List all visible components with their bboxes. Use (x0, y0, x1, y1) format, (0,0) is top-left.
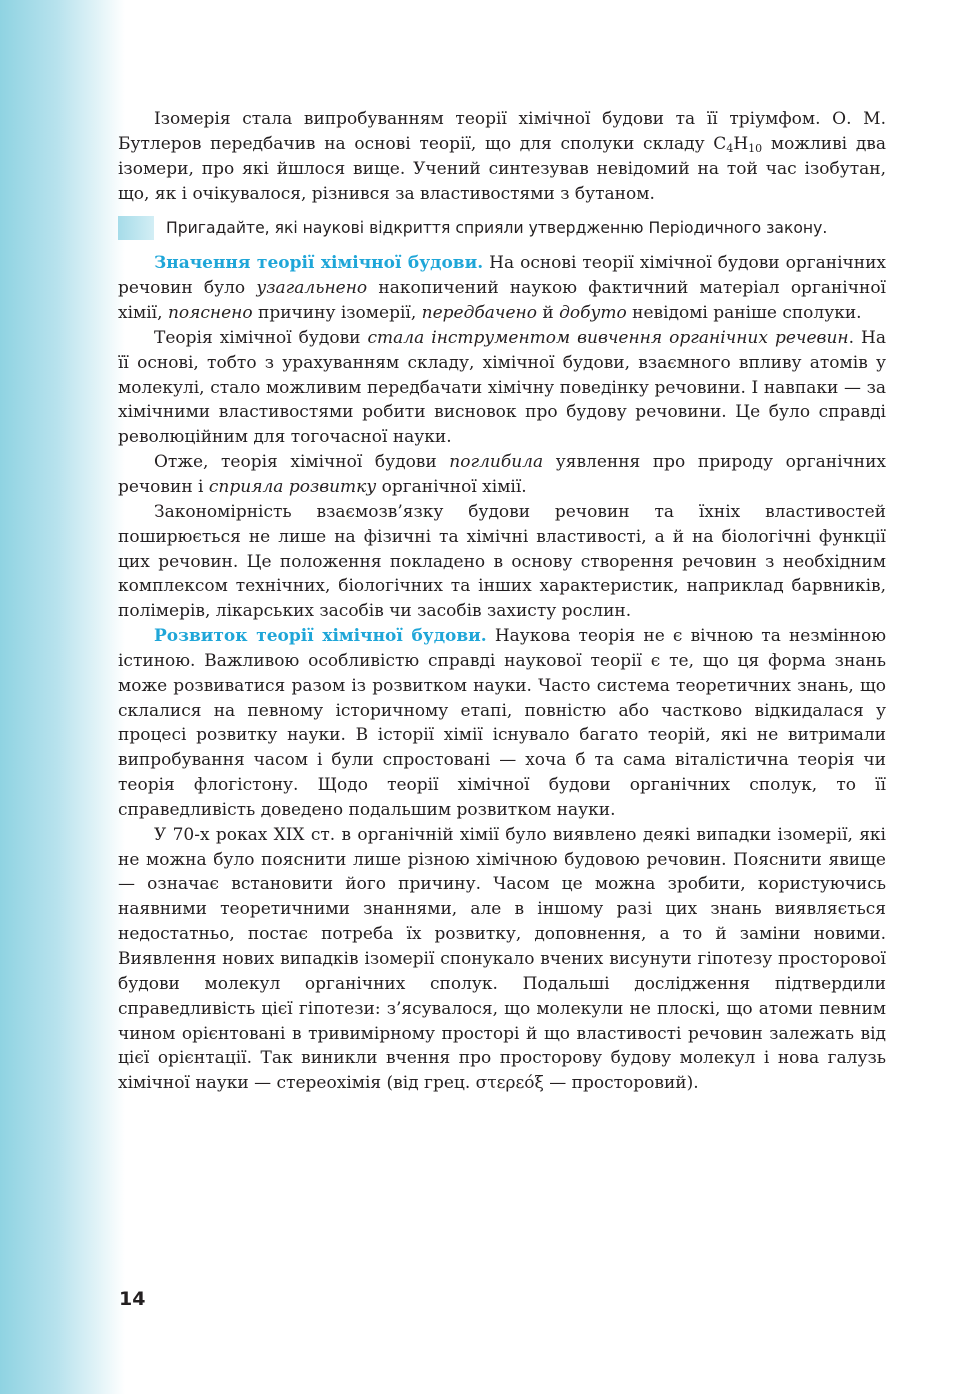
text-run: причину ізомерії, (252, 303, 422, 324)
page-number: 14 (119, 1288, 146, 1310)
section1-paragraph-1 (118, 251, 886, 326)
emphasis: добуто (559, 303, 627, 324)
formula-subscript-10: 10 (748, 141, 763, 155)
emphasis: пояснено (167, 303, 253, 324)
text-run: й (536, 303, 560, 324)
text-run: Наукова теорія не є вічною та незмінною істиною. Важливою особливістю справді наукової теорії є те, що ця форма знань може розвиватися разом із розвитком науки. Часто система теоретичних знань, що склалися на певному історичному етапі, повністю або частково відкидалася у процесі розвитку науки. В історії хімії існувало багато теорій, які не витримали випробування часом і були спростовані — хоча б та сама віталістична теорія чи теорія флогістону. Щодо теорії хімічної будови органічних сполук, то її справедливість доведено подальшим розвитком науки. (118, 626, 886, 820)
section1-heading: Значення теорії хімічної будови. (154, 253, 484, 274)
side-color-band (0, 0, 125, 1394)
text-run: накопичений наукою фактичний матеріал органічної хімії, (118, 278, 886, 324)
text-run: Теорія хімічної будови (154, 327, 368, 348)
text-run: невідомі раніше сполуки. (626, 303, 862, 324)
formula-subscript-4: 4 (726, 141, 734, 155)
section2-heading: Розвиток теорії хімічної будови. (154, 626, 487, 647)
text-run: На основі теорії хімічної будови органічних речовин було (118, 253, 886, 299)
intro-paragraph (118, 107, 886, 206)
emphasis: передбачено (421, 303, 537, 324)
section1-paragraph-2 (118, 326, 886, 450)
text-run: органічної хімії. (376, 476, 527, 497)
text-run: Отже, теорія хімічної будови (154, 452, 450, 473)
intro-text-a: Ізомерія стала випробуванням теорії хімічної будови та її тріумфом. О. М. Бутлеров передбачив на основі теорії, що для сполуки складу C (118, 109, 886, 154)
intro-text-b: H (733, 133, 749, 154)
emphasis: поглибила (449, 452, 544, 473)
question-marker-icon (118, 216, 154, 240)
section2-paragraph-1 (118, 624, 886, 823)
section1-paragraph-3 (118, 450, 886, 500)
emphasis: узагальнено (256, 278, 368, 299)
page-text (118, 107, 886, 1096)
emphasis: сприяла розвитку (208, 476, 377, 497)
intro-text-c: можливі два ізомери, про які йшлося вище. Учений синтезував невідомий на той час ізобутан, що, як і очікувалося, різнився за властивостями з бутаном. (118, 133, 887, 204)
text-run: уявлення про природу органічних речовин і (118, 452, 887, 497)
text-run: . На її основі, тобто з урахуванням складу, хімічної будови, взаємного впливу атомів у молекулі, стало можливим передбачати хімічну поведінку речовини. І навпаки — за хімічними властивостями робити висновок про будову речовини. Це було справді революційним для тогочасної науки. (118, 327, 886, 448)
section1-paragraph-4: Закономірність взаємозв’язку будови речовин та їхніх властивостей поширюється не лише на фізичні та хімічні властивості, а й на біологічні функції цих речовин. Це положення покладено в основу створення речовин з необхідним комплексом технічних, біологічних та інших характеристик, наприклад барвників, полімерів, лікарських засобів чи засобів захисту рослин. (118, 501, 886, 622)
recall-question-text: Пригадайте, які наукові відкриття сприяли утвердженню Періодичного закону. (166, 219, 828, 238)
emphasis: стала інструментом вивчення органічних речевин (367, 327, 849, 348)
section2-paragraph-2: У 70-х роках XIX ст. в органічній хімії було виявлено деякі випадки ізомерії, які не можна було пояснити лише різною хімічною будовою речовин. Пояснити явище — означає встановити його причину. Часом це можна зробити, користуючись наявними теоретичними знаннями, але в іншому разі цих знань виявляється недостатньо, постає потреба їх розвитку, доповнення, а то й заміни новими. Виявлення нових випадків ізомерії спонукало вчених висунути гіпотезу просторової будови молекул органічних сполук. Подальші дослідження підтвердили справедливість цієї гіпотези: з’ясувалося, що молекули не плоскі, що атоми певним чином орієнтовані в тривимірному просторі й що властивості речовин залежать від цієї орієнтації. Так виникли вчення про просторову будову молекул і нова галузь хімічної науки — стереохімія (від грец. στερεόξ — просторовий). (118, 824, 886, 1094)
recall-question-block (118, 215, 886, 242)
